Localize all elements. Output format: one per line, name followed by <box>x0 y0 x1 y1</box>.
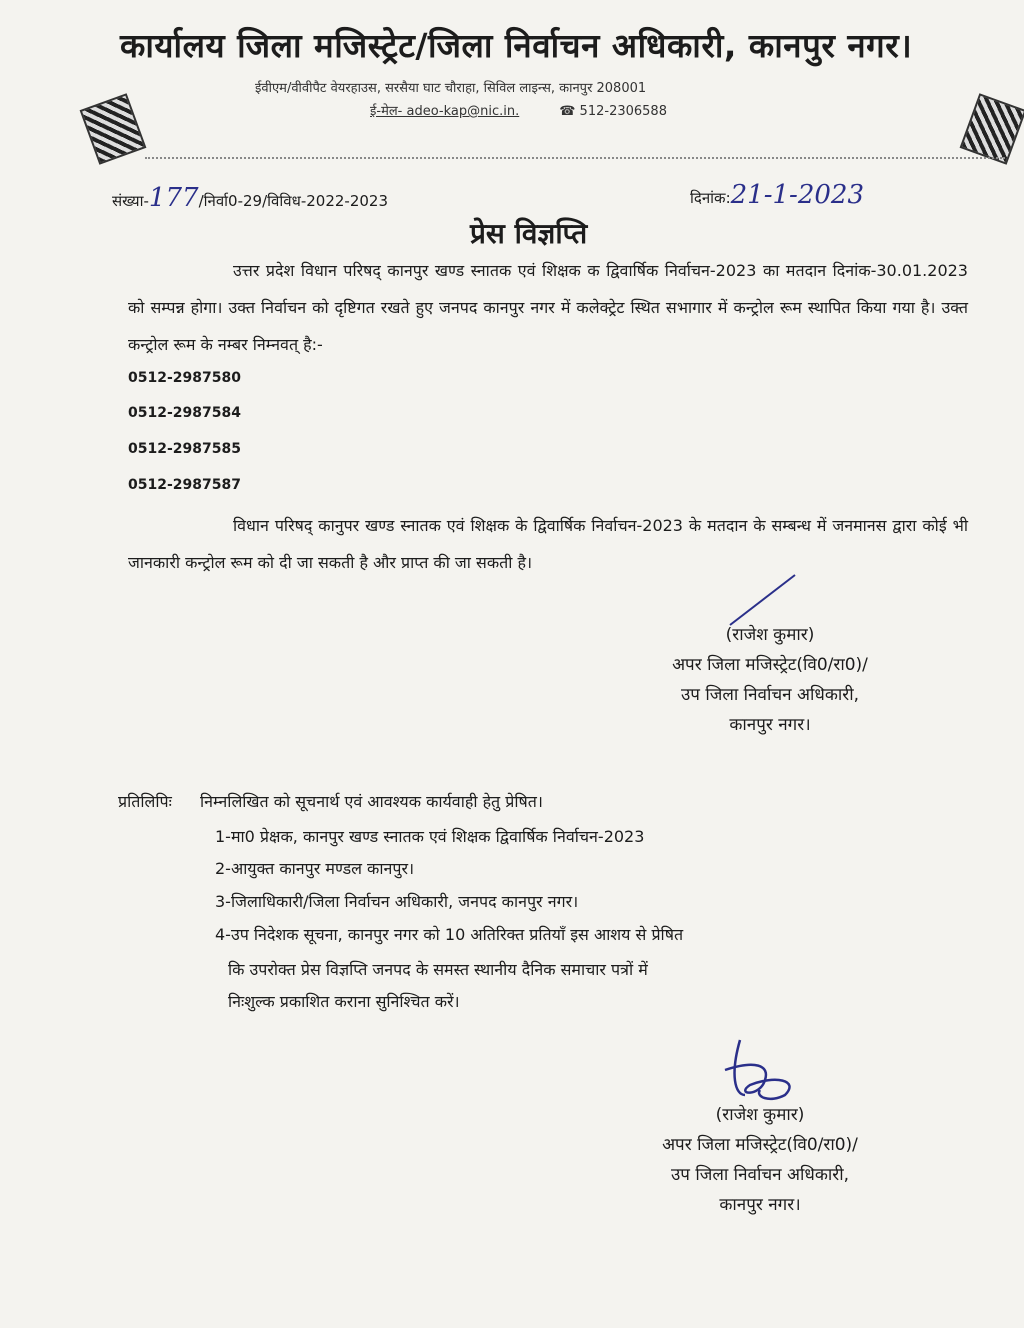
office-contact <box>370 101 667 119</box>
date-label: दिनांक: <box>690 189 731 207</box>
signatory-name: (राजेश कुमार) <box>715 1105 805 1125</box>
phone-number: 0512-2987585 <box>128 441 241 457</box>
paragraph-1: उत्तर प्रदेश विधान परिषद् कानपुर खण्ड स्नातक एवं शिक्षक क द्विवार्षिक निर्वाचन-2023 का मतदान दिनांक-30.01.2023 को सम्पन्न होगा। उक्त निर्वाचन को दृष्टिगत रखते हुए जनपद कानपुर नगर में कलेक्ट्रेट स्थित सभागार में कन्ट्रोल रूम स्थापित किया गया है। उक्त कन्ट्रोल रूम के नम्बर निम्नवत् है:- <box>128 261 968 354</box>
ref-suffix: /निर्वा0-29/विविध-2022-2023 <box>198 192 388 210</box>
copy-label: प्रतिलिपिः <box>118 792 172 811</box>
ref-number-handwritten: 177 <box>148 183 199 213</box>
signatory-designation: उप जिला निर्वाचन अधिकारी, <box>670 1165 850 1185</box>
copy-intro: निम्नलिखित को सूचनार्थ एवं आवश्यक कार्यवाही हेतु प्रेषित। <box>200 792 543 811</box>
copy-item-continued: निःशुल्क प्रकाशित कराना सुनिश्चित करें। <box>228 992 460 1011</box>
page-title: प्रेस विज्ञप्ति <box>470 217 588 250</box>
ref-prefix: संख्या- <box>112 192 149 210</box>
copy-item: 1-मा0 प्रेक्षक, कानपुर खण्ड स्नातक एवं शिक्षक द्विवार्षिक निर्वाचन-2023 <box>215 827 645 846</box>
email: ई-मेल- adeo-kap@nic.in. <box>370 104 520 119</box>
signatory-designation: अपर जिला मजिस्ट्रेट(वि0/रा0)/ <box>672 655 868 675</box>
signatory-place: कानपुर नगर। <box>719 1195 801 1215</box>
office-title: कार्यालय जिला मजिस्ट्रेट/जिला निर्वाचन अधिकारी, कानपुर नगर। <box>120 26 913 65</box>
evm-emblem-right-icon <box>960 93 1024 165</box>
copy-item-continued: कि उपरोक्त प्रेस विज्ञप्ति जनपद के समस्त स्थानीय दैनिक समाचार पत्रों में <box>228 960 648 979</box>
date <box>690 180 864 210</box>
phone-number: 0512-2987587 <box>128 477 241 493</box>
phone-number: 0512-2987584 <box>128 405 241 421</box>
evm-emblem-left-icon <box>80 93 147 165</box>
signatory-name: (राजेश कुमार) <box>725 625 815 645</box>
signature-block-1 <box>620 620 920 740</box>
signatory-designation: अपर जिला मजिस्ट्रेट(वि0/रा0)/ <box>662 1135 858 1155</box>
copy-item: 4-उप निदेशक सूचना, कानपुर नगर को 10 अतिरिक्त प्रतियॉं इस आशय से प्रेषित <box>215 925 684 944</box>
date-handwritten: 21-1-2023 <box>730 180 865 210</box>
phone: ☎ 512-2306588 <box>559 104 667 119</box>
reference-number <box>112 183 388 213</box>
signature-mark-2 <box>715 1035 805 1105</box>
signatory-designation: उप जिला निर्वाचन अधिकारी, <box>680 685 860 705</box>
signatory-place: कानपुर नगर। <box>729 715 811 735</box>
phone-number: 0512-2987580 <box>128 370 241 386</box>
signature-block-2 <box>610 1100 910 1220</box>
paragraph-2: विधान परिषद् कानुपर खण्ड स्नातक एवं शिक्षक के द्विवार्षिक निर्वाचन-2023 के मतदान के सम्बन्ध में जनमानस द्वारा कोई भी जानकारी कन्ट्रोल रूम को दी जा सकती है और प्राप्त की जा सकती है। <box>128 516 968 572</box>
copy-item: 2-आयुक्त कानपुर मण्डल कानपुर। <box>215 859 415 878</box>
header-divider <box>145 157 1005 159</box>
copy-item: 3-जिलाधिकारी/जिला निर्वाचन अधिकारी, जनपद कानपुर नगर। <box>215 892 579 911</box>
office-address: ईवीएम/वीवीपैट वेयरहाउस, सरसैया घाट चौराहा, सिविल लाइन्स, कानपुर 208001 <box>255 81 647 96</box>
